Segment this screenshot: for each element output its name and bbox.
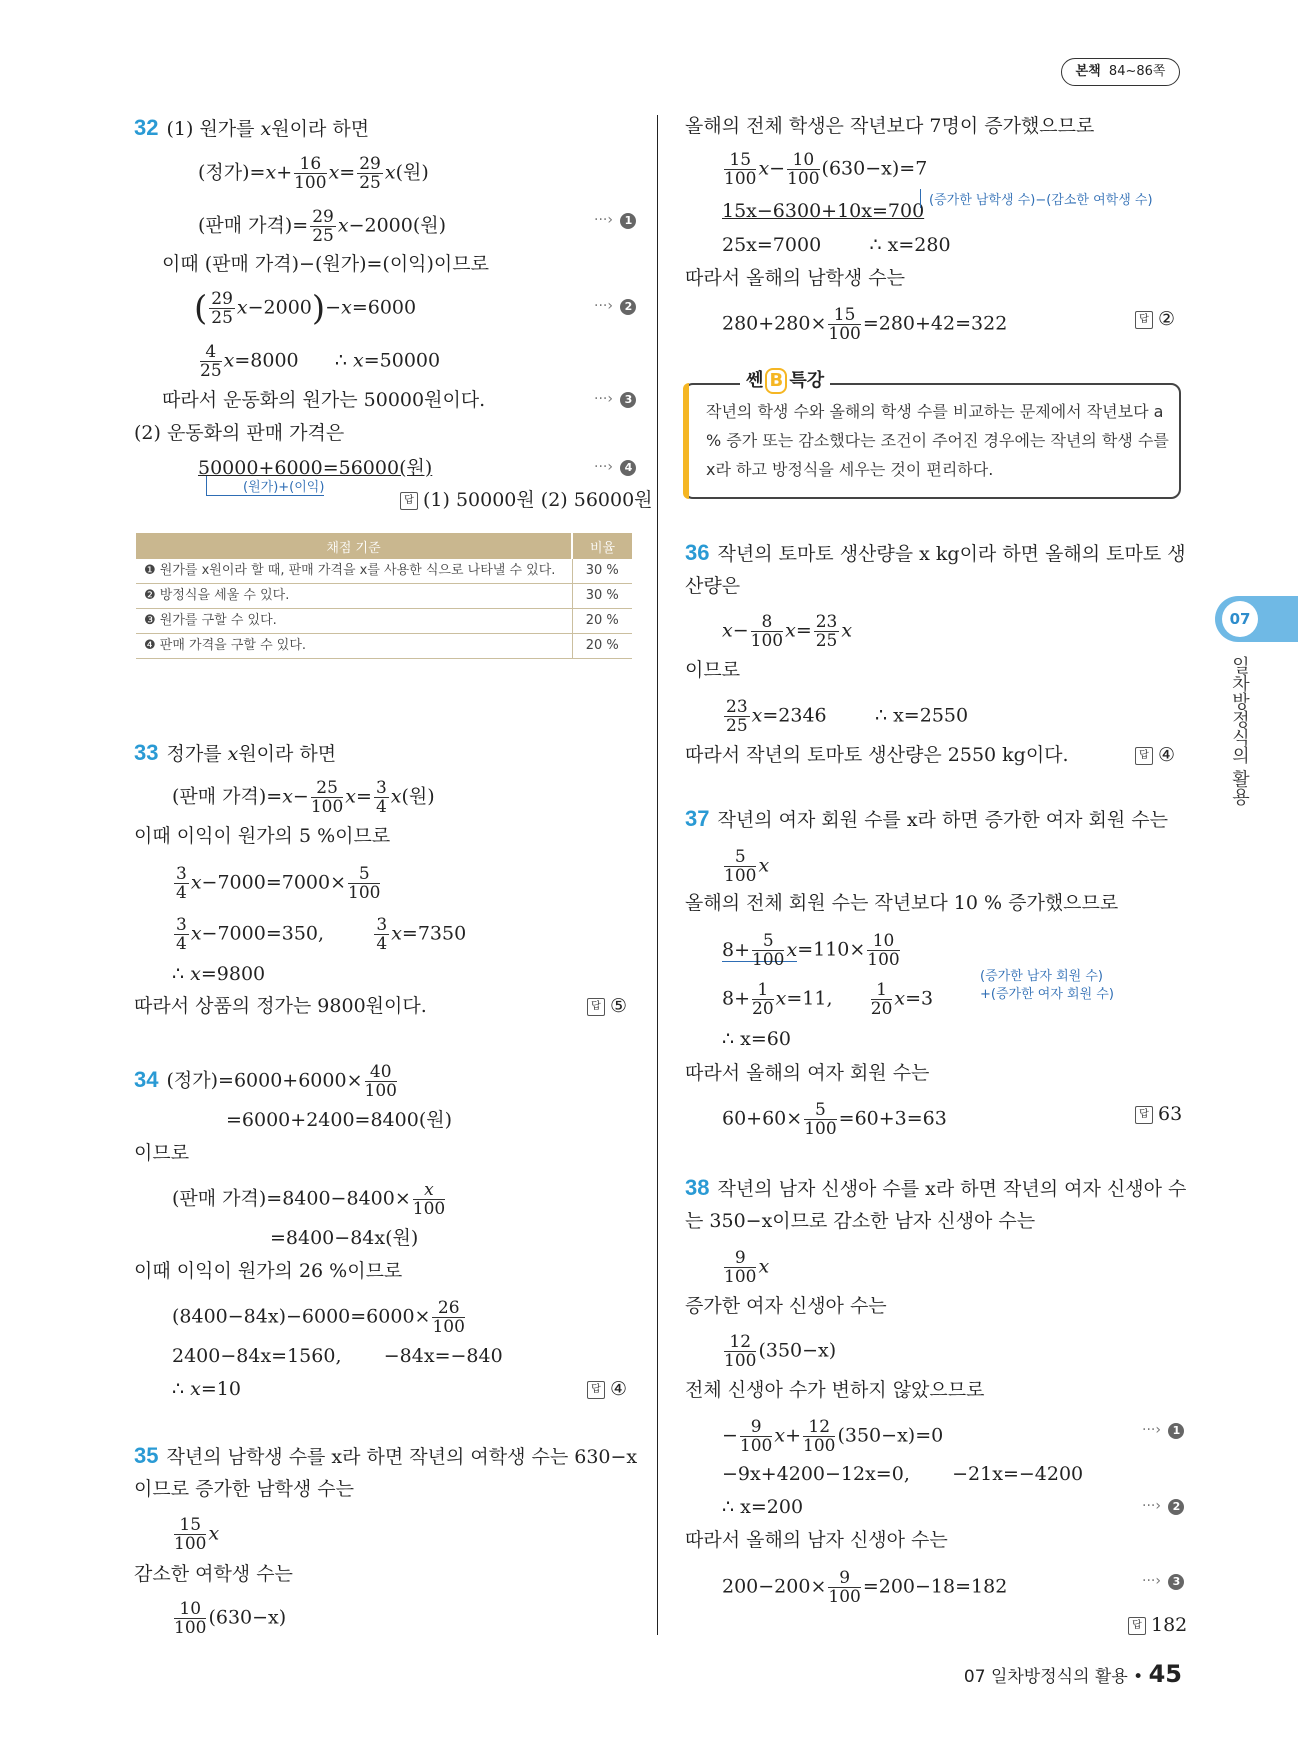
q35-line3: $\frac{15}{100}$ x [174, 1515, 220, 1554]
q34-line4: (판매 가격)=8400−8400× $\frac{x}{100}$ [172, 1180, 446, 1219]
q33-line3: 이때 이익이 원가의 5 %이므로 [134, 825, 391, 847]
answer-icon: 답 [587, 1381, 605, 1399]
q35-line5: $\frac{10}{100}$ (630−x) [174, 1599, 287, 1638]
q33-line6: ∴ x=9800 [172, 963, 266, 985]
q37-line5: 8+ $\frac{1}{20}$ x=11, $\frac{1}{20}$ x=3 [722, 980, 934, 1019]
tip-title: 쎈 B 특강 [740, 366, 830, 394]
q37-line2: $\frac{5}{100}$ x [724, 847, 770, 886]
q35-r3: 15x−6300+10x=700 [722, 200, 925, 222]
answer-icon: 답 [400, 492, 418, 510]
q38-line9: 200−200× $\frac{9}{100}$ =200−18=182 [722, 1568, 1008, 1607]
q32-line5: ( $\frac{29}{25}$ x−2000)−x=6000 [194, 288, 417, 329]
q36-line5: $\frac{23}{25}$ x=2346 ∴ x=2550 [726, 697, 969, 736]
q32-line4: 이때 (판매 가격)−(원가)=(이익)이므로 [162, 253, 489, 275]
chapter-number: 07 [1222, 601, 1258, 637]
q33-line1: 33 정가를 x원이라 하면 [134, 740, 337, 765]
column-divider [657, 115, 658, 1635]
q32-line7: 따라서 운동화의 원가는 50000원이다. [162, 389, 486, 411]
step-1-marker: ···› 1 [1142, 1422, 1184, 1439]
table-row: ❷ 방정식을 세울 수 있다. 30 % [136, 584, 632, 609]
q34-line9: ∴ x=10 [172, 1378, 241, 1400]
q34-line8: 2400−84x=1560, −84x=−840 [172, 1345, 503, 1367]
q34-line6: 이때 이익이 원가의 26 %이므로 [134, 1260, 403, 1282]
step-4-marker: ···› 4 [594, 459, 636, 476]
q36-line6: 따라서 작년의 토마토 생산량은 2550 kg이다. [685, 744, 1069, 766]
q33-answer: 답 ⑤ [587, 993, 627, 1019]
q35-r6: 280+280× $\frac{15}{100}$ =280+42=322 [722, 305, 1008, 344]
page-footer: 07 일차방정식의 활용 • 45 [963, 1660, 1182, 1688]
q34-line7: (8400−84x)−6000=6000× $\frac{26}{100}$ [172, 1298, 465, 1337]
step-3-marker: ···› 3 [594, 391, 636, 408]
grading-head-ratio: 비율 [572, 533, 632, 559]
step-1-marker: ···› 1 [594, 212, 636, 229]
q38-line2b: $\frac{9}{100}$ x [724, 1248, 770, 1287]
q37-answer: 답 63 [1135, 1101, 1182, 1127]
q36-line3: x− $\frac{8}{100}$ x= $\frac{23}{25}$ x [722, 612, 853, 651]
q34-line2: =6000+2400=8400(원) [226, 1109, 452, 1131]
answer-icon: 답 [1135, 1106, 1153, 1124]
q37-line7: 따라서 올해의 여자 회원 수는 [685, 1062, 930, 1084]
q35-r5: 따라서 올해의 남학생 수는 [685, 267, 906, 289]
q35-answer: 답 ② [1135, 306, 1175, 332]
q32-line6: $\frac{4}{25}$ x=8000 ∴ x=50000 [200, 342, 441, 381]
q32-answer: 답 (1) 50000원 (2) 56000원 [400, 487, 653, 513]
q35-r2: $\frac{15}{100}$ x− $\frac{10}{100}$ (630−x)=7 [724, 150, 928, 189]
q33-line2: (판매 가격)=x− $\frac{25}{100}$ x= $\frac{3}{4}$ x(원) [172, 778, 435, 817]
q34-line5: =8400−84x(원) [270, 1227, 419, 1249]
q37-line4: 8+ $\frac{5}{100}$ x=110× $\frac{10}{100}$ [722, 931, 900, 970]
step-2-marker: ···› 2 [1142, 1498, 1184, 1515]
grading-head-criteria: 채점 기준 [136, 533, 572, 559]
q36-line2: 산량은 [685, 575, 741, 597]
q38-line8: 따라서 올해의 남자 신생아 수는 [685, 1529, 948, 1551]
q32-line3: (판매 가격)= $\frac{29}{25}$ x−2000(원) [198, 207, 447, 246]
q32-line9: 50000+6000=56000(원) [198, 457, 433, 479]
q38-line5: − $\frac{9}{100}$ x+ $\frac{12}{100}$ (350−x)=0 [722, 1417, 944, 1456]
answer-icon: 답 [1135, 747, 1153, 765]
q32-line8: (2) 운동화의 판매 가격은 [134, 422, 345, 444]
chapter-side-title: 일차방정식의 활용 [1229, 656, 1250, 806]
page-number: 45 [1148, 1660, 1182, 1688]
q32-line1: 32 (1) 원가를 x원이라 하면 [134, 115, 370, 140]
q35-r1: 올해의 전체 학생은 작년보다 7명이 증가했으므로 [685, 115, 1095, 137]
q34-line3: 이므로 [134, 1142, 190, 1164]
q38-line7: ∴ x=200 [722, 1496, 804, 1518]
q32-line2: (정가)=x+ $\frac{16}{100}$ x= $\frac{29}{25}$ x(원) [198, 154, 429, 193]
tip-b-icon: B [765, 368, 787, 394]
tip-body: 작년의 학생 수와 올해의 학생 수를 비교하는 문제에서 작년보다 a % 증가 또는 감소했다는 조건이 주어진 경우에는 작년의 학생 수를 x라 하고 방정식을 세우는 것이 편리하다. [706, 402, 1169, 479]
q33-line4: $\frac{3}{4}$ x−7000=7000× $\frac{5}{100}$ [176, 864, 381, 903]
q37-line3: 올해의 전체 회원 수는 작년보다 10 % 증가했으므로 [685, 892, 1119, 914]
table-row: ❹ 판매 가격을 구할 수 있다. 20 % [136, 634, 632, 659]
q38-line3: 증가한 여자 신생아 수는 [685, 1295, 887, 1317]
q36-line1: 36 작년의 토마토 생산량을 x kg이라 하면 올해의 토마토 생 [685, 540, 1186, 565]
q38-line6: −9x+4200−12x=0, −21x=−4200 [722, 1463, 1084, 1485]
q35-line4: 감소한 여학생 수는 [134, 1563, 293, 1585]
q38-line2: 는 350−x이므로 감소한 남자 신생아 수는 [685, 1210, 1036, 1232]
q36-line4: 이므로 [685, 659, 741, 681]
answer-icon: 답 [1128, 1617, 1146, 1635]
q36-answer: 답 ④ [1135, 742, 1175, 768]
page-ref-badge: 본책 84~86쪽 [1061, 58, 1180, 86]
q37-line8: 60+60× $\frac{5}{100}$ =60+3=63 [722, 1100, 947, 1139]
q35-line2: 이므로 증가한 남학생 수는 [134, 1478, 355, 1500]
q37-note1: (증가한 남자 회원 수) [980, 969, 1104, 984]
q37-line6: ∴ x=60 [722, 1028, 791, 1050]
tip-box-accent [683, 383, 689, 499]
q38-line3b: $\frac{12}{100}$ (350−x) [724, 1332, 837, 1371]
q33-line5: $\frac{3}{4}$ x−7000=350, $\frac{3}{4}$ x=7350 [176, 915, 467, 954]
q37-note2: +(증가한 여자 회원 수) [980, 987, 1114, 1002]
answer-icon: 답 [587, 998, 605, 1016]
q33-line7: 따라서 상품의 정가는 9800원이다. [134, 995, 427, 1017]
step-2-marker: ···› 2 [594, 298, 636, 315]
q34-line1: 34 (정가)=6000+6000× $\frac{40}{100}$ [134, 1062, 397, 1101]
q34-answer: 답 ④ [587, 1376, 627, 1402]
q35-note: (증가한 남학생 수)−(감소한 여학생 수) [920, 189, 1153, 208]
grading-table [136, 533, 632, 659]
q32-note: (원가)+(이익) [206, 476, 324, 496]
step-3-marker: ···› 3 [1142, 1573, 1184, 1590]
q38-line4: 전체 신생아 수가 변하지 않았으므로 [685, 1379, 985, 1401]
q35-line1: 35 작년의 남학생 수를 x라 하면 작년의 여학생 수는 630−x [134, 1443, 638, 1468]
table-row: ❶ 원가를 x원이라 할 때, 판매 가격을 x를 사용한 식으로 나타낼 수 있다. 30 % [136, 559, 632, 584]
answer-icon: 답 [1135, 311, 1153, 329]
q35-r4: 25x=7000 ∴ x=280 [722, 234, 951, 256]
q38-line1: 38 작년의 남자 신생아 수를 x라 하면 작년의 여자 신생아 수 [685, 1175, 1187, 1200]
q38-answer: 답 182 [1128, 1612, 1187, 1638]
table-row: ❸ 원가를 구할 수 있다. 20 % [136, 609, 632, 634]
q37-line1: 37 작년의 여자 회원 수를 x라 하면 증가한 여자 회원 수는 [685, 806, 1168, 831]
